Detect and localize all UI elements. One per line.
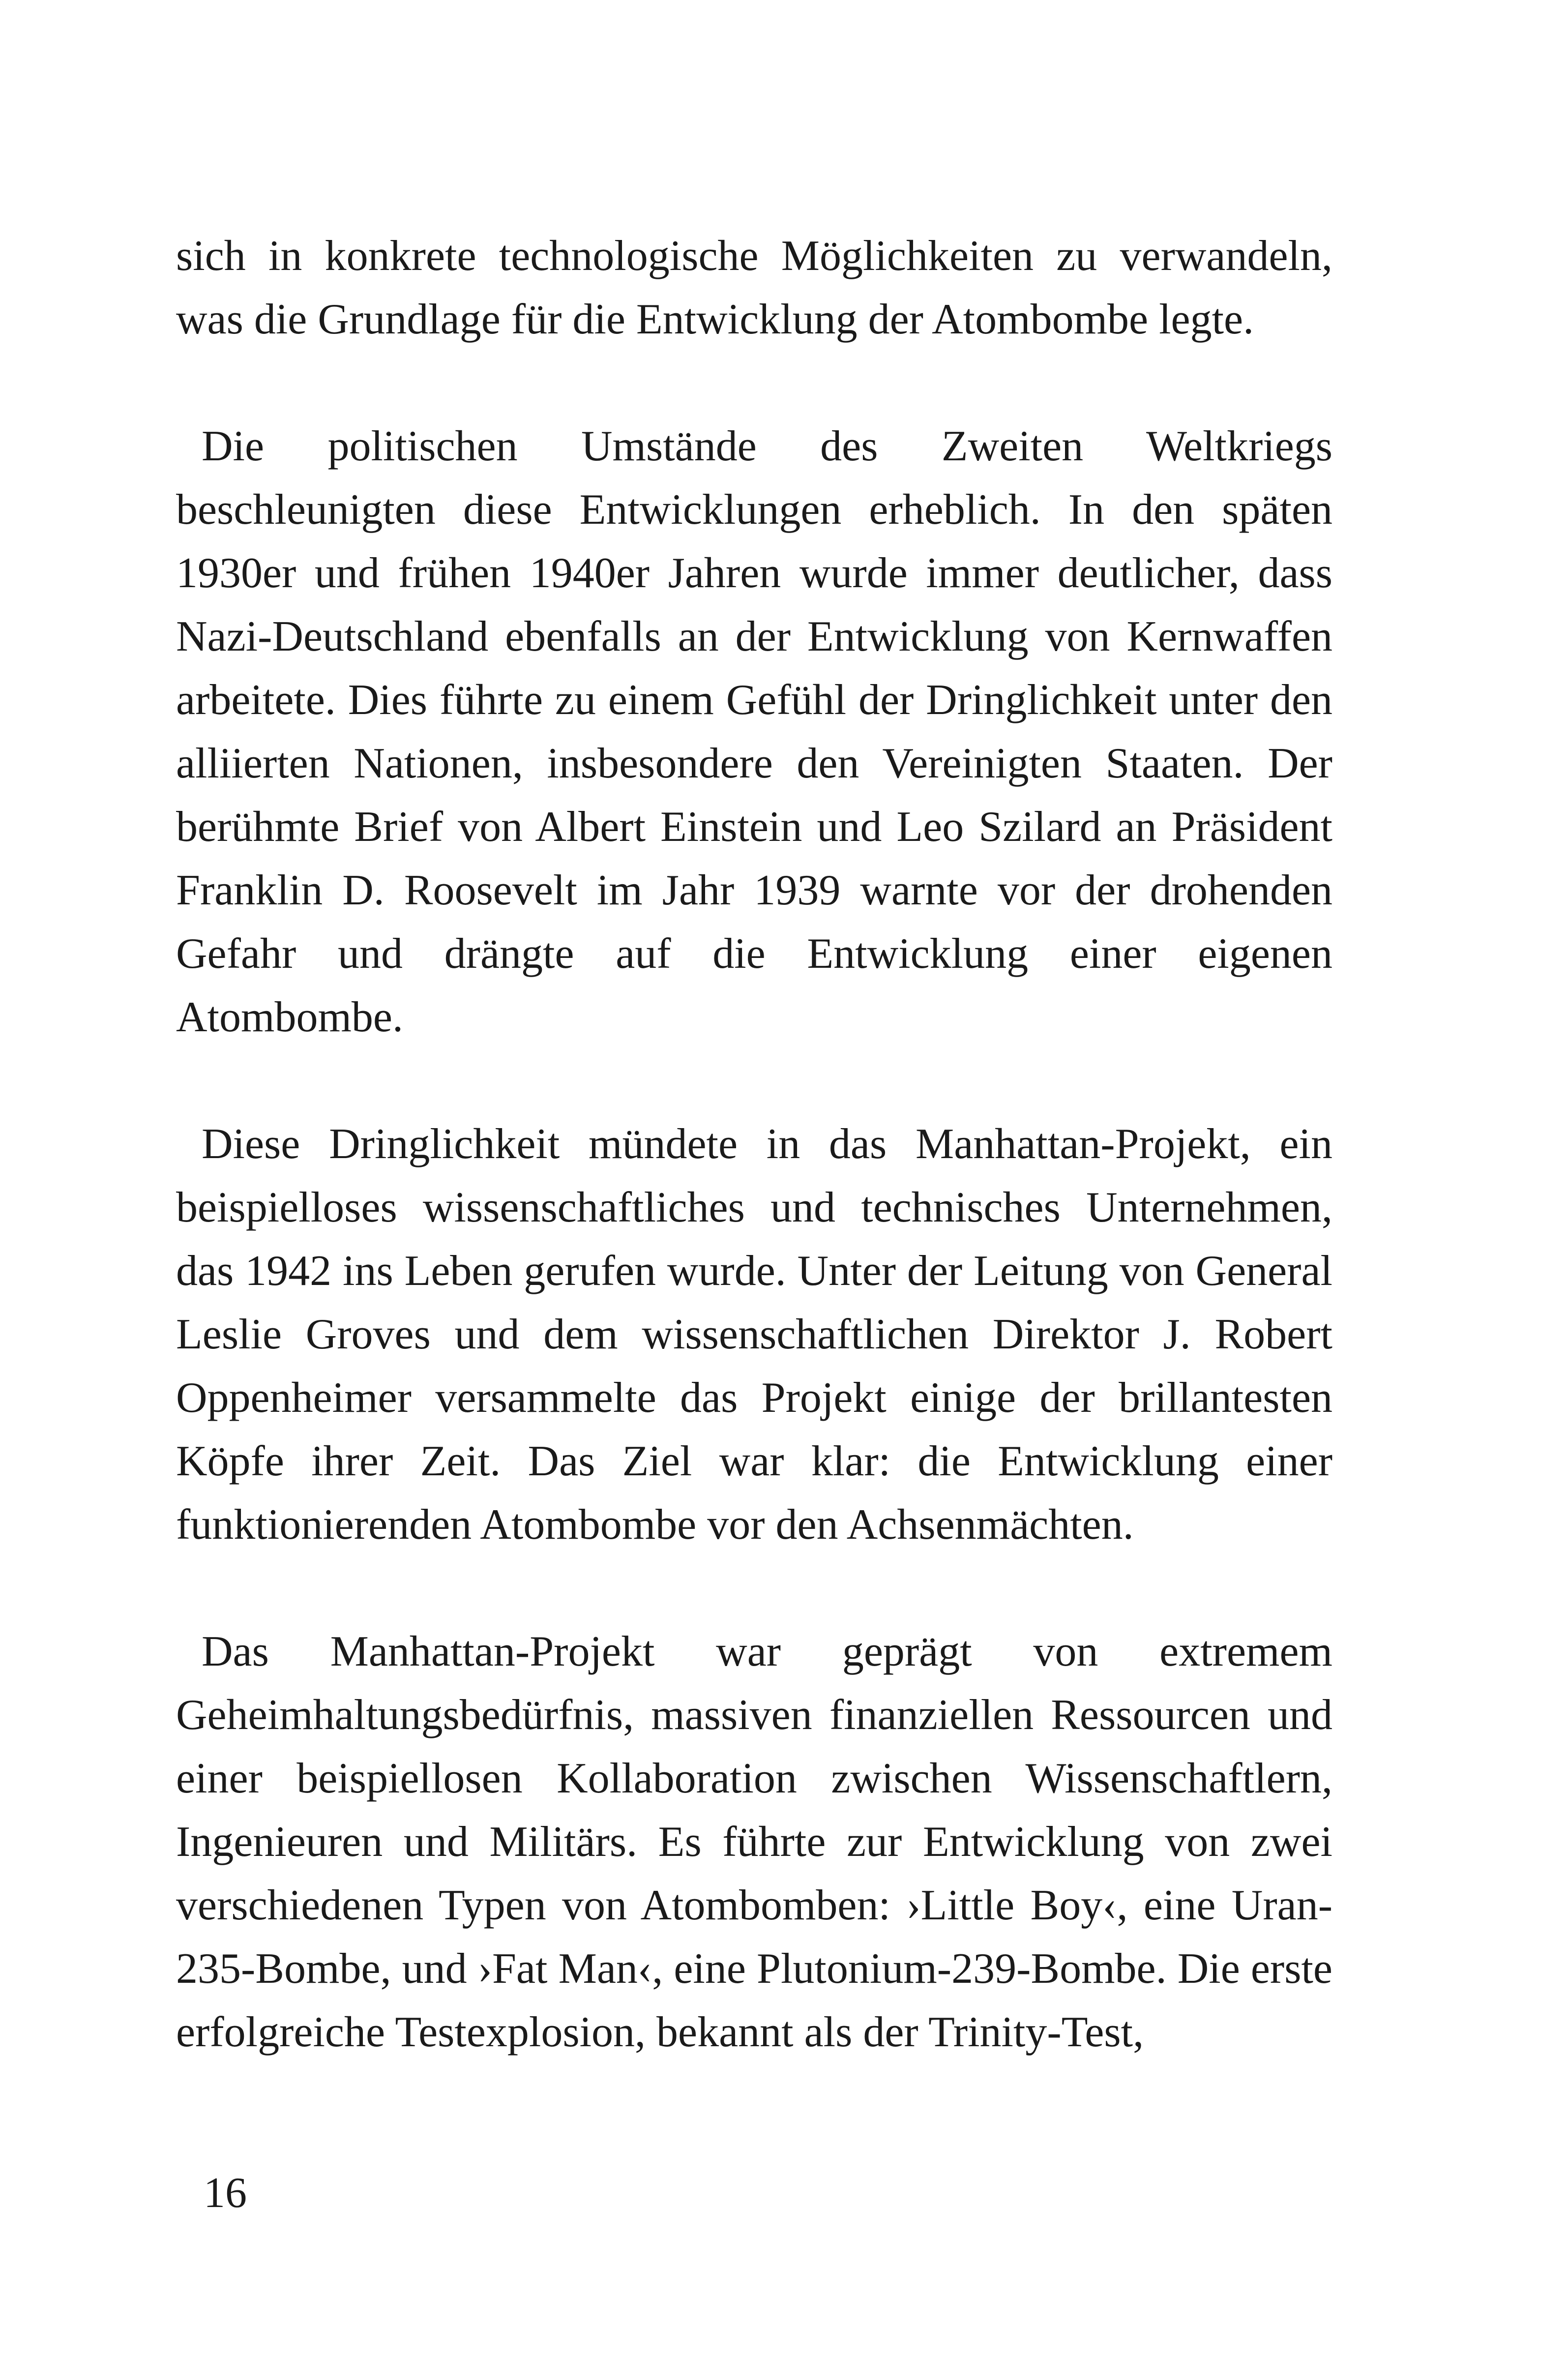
paragraph-political-circumstances: Die politischen Umstände des Zweiten Weltkriegs beschleunigten diese Entwicklungen erheblich. In den späten 1930er und frühen 1940er Jahren wurde immer deutlicher, dass Nazi-Deutschland ebenfalls an der Entwicklung von Kernwaffen arbeitete. Dies führte zu einem Gefühl der Dringlichkeit unter den alliierten Nationen, insbesondere den Vereinigten Staaten. Der berühmte Brief von Albert Einstein und Leo Szilard an Präsident Franklin D. Roosevelt im Jahr 1939 warnte vor der drohenden Gefahr und drängte auf die Entwicklung einer eigenen Atombombe.	[176, 422, 1332, 1041]
page-number: 16	[204, 2169, 247, 2217]
paragraph-manhattan-project-origin: Diese Dringlichkeit mündete in das Manhattan-Projekt, ein beispielloses wissenschaftliches und technisches Unternehmen, das 1942 ins Leben gerufen wurde. Unter der Leitung von General Leslie Groves und dem wissenschaftlichen Direktor J. Robert Oppenheimer versammelte das Projekt einige der brillantesten Köpfe ihrer Zeit. Das Ziel war klar: die Entwicklung einer funktionierenden Atombombe vor den Achsenmächten.	[176, 1120, 1332, 1549]
paragraph-manhattan-project-details: Das Manhattan-Projekt war geprägt von extremem Geheimhaltungsbedürfnis, massiven finanziellen Ressourcen und einer beispiellosen Kollaboration zwischen Wissenschaftlern, Ingenieuren und Militärs. Es führte zur Entwicklung von zwei verschiedenen Typen von Atombomben: ›Little Boy‹, eine Uran-235-Bombe, und ›Fat Man‹, eine Plutonium-239-Bombe. Die erste erfolgreiche Testexplosion, bekannt als der Trinity-Test,	[176, 1628, 1332, 2056]
paragraph-continuation: sich in konkrete technologische Möglichkeiten zu verwandeln, was die Grundlage für die Entwicklung der Atombombe legte.	[176, 232, 1332, 343]
body-text	[176, 224, 1332, 2064]
